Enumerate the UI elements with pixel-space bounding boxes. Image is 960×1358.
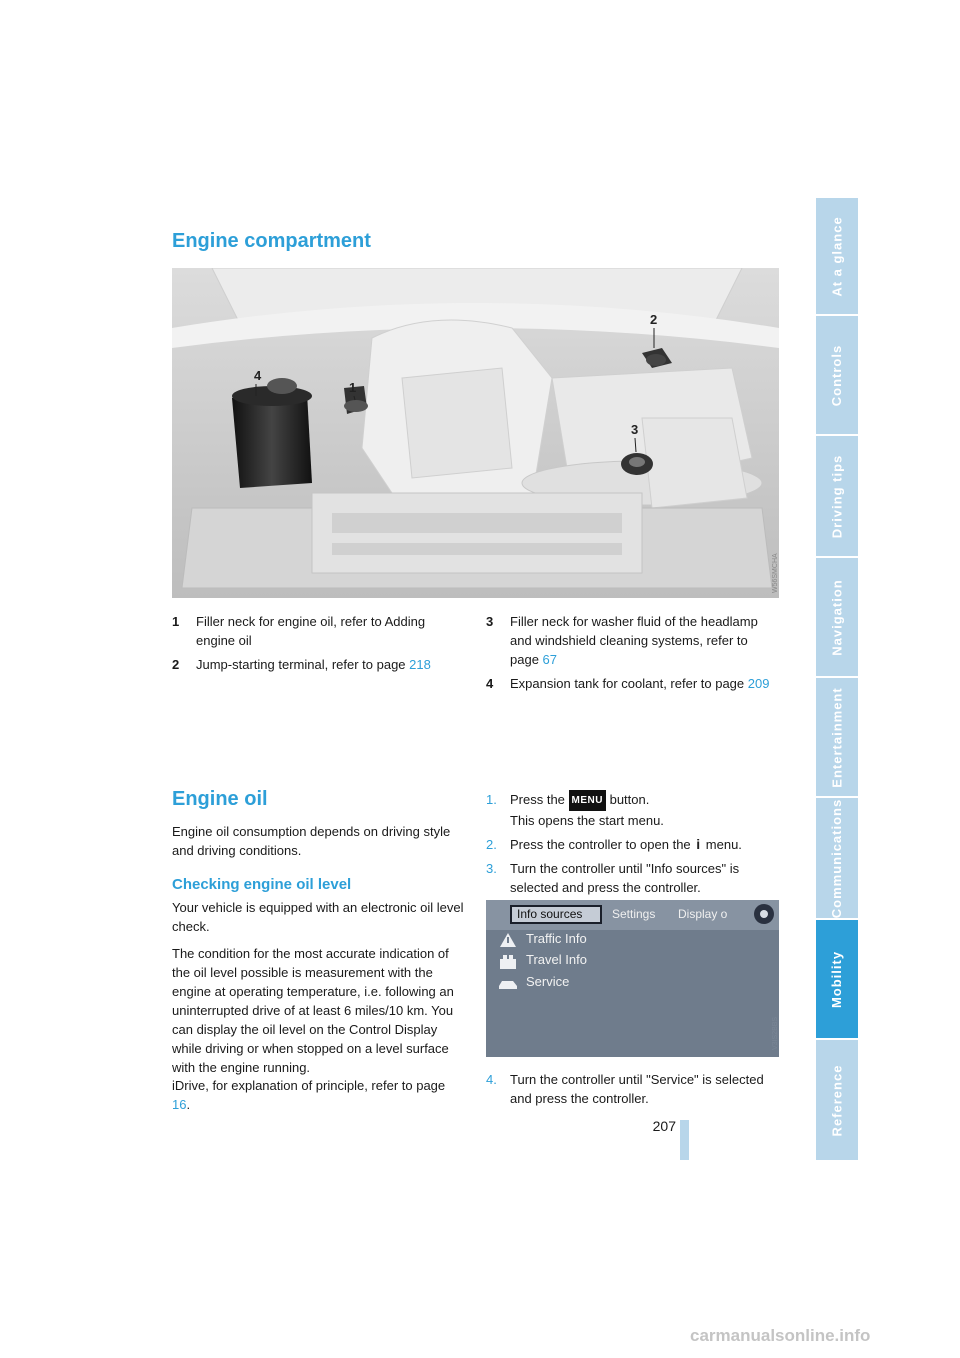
callout-4: 4 [254,368,262,383]
list-item: 1 Filler neck for engine oil, refer to Adding engine oil [172,614,426,648]
step-item: 1. Press the MENU button. This opens the start menu. [486,792,664,828]
list-item: 4 Expansion tank for coolant, refer to page 209 [486,676,770,691]
page-number: 207 [652,1118,676,1134]
control-display-screen [486,900,779,1057]
screen-tab-settings[interactable]: Settings [612,907,656,921]
page-link[interactable]: 218 [409,657,431,672]
oil-paragraph-3: iDrive, for explanation of principle, refer to page 16. [172,1078,446,1112]
steps-bottom [486,1070,778,1113]
image-code: W56SMCHA [772,553,779,593]
sidebar-tab-entertainment[interactable]: Entertainment [816,678,858,796]
callout-2: 2 [650,312,658,327]
page-link[interactable]: 67 [542,652,558,667]
footer-watermark: carmanualsonline.info [690,1326,871,1345]
sidebar-tab-driving-tips[interactable]: Driving tips [816,436,858,556]
sidebar-tab-navigation[interactable]: Navigation [816,558,858,676]
sidebar-tab-mobility[interactable]: Mobility [816,920,858,1038]
step-item: 3. Turn the controller until "Info sources" is selected and press the controller. [486,861,740,895]
step-item: 4. Turn the controller until "Service" is selected and press the controller. [486,1072,764,1106]
travel-info-icon [500,955,516,969]
section-title-engine-compartment: Engine compartment [172,230,371,252]
oil-intro: Engine oil consumption depends on driving style and driving conditions. [172,824,451,858]
oil-paragraph-1: Your vehicle is equipped with an electronic oil level check. [172,900,464,934]
sidebar-tab-communications[interactable]: Communications [816,798,858,918]
engine-compartment-illustration [172,268,779,598]
compartment-list-right [486,612,778,698]
info-icon: i [696,836,701,852]
screen-item-traffic-info[interactable]: Traffic Info [526,931,587,946]
service-car-icon [498,977,518,989]
traffic-warning-icon [500,933,516,947]
callout-3: 3 [631,422,639,437]
section-title-engine-oil: Engine oil [172,788,268,810]
compartment-list-left [172,612,462,679]
screen-tab-info-sources[interactable]: Info sources [510,905,602,924]
sidebar-tab-controls[interactable]: Controls [816,316,858,434]
callout-1: 1 [349,380,357,395]
screen-item-travel-info[interactable]: Travel Info [526,952,587,967]
screen-image-code: V3IS2BBS [772,1016,779,1050]
steps-top [486,790,778,902]
subsection-title-checking-oil: Checking engine oil level [172,876,352,893]
page-marker [680,1120,689,1160]
page-link[interactable]: 209 [747,676,770,691]
screen-tab-display[interactable]: Display o [678,907,728,921]
oil-paragraph-2: The condition for the most accurate indication of the oil level possible is measurement with the engine at operating temperature, i.e. following an uninterrupted drive of at least 6 miles/10 km. You can display the oil level on the Control Display while driving or when stopped on a level surface with the engine running. [172,946,454,1075]
list-item: 2 Jump-starting terminal, refer to page 218 [172,657,431,672]
step-item: 2. Press the controller to open the i menu. [486,836,742,852]
page-link[interactable]: 16 [172,1097,187,1112]
screen-item-service[interactable]: Service [526,974,570,989]
controller-icon [754,904,774,924]
sidebar-tab-at-a-glance[interactable]: At a glance [816,198,858,314]
sidebar-tab-reference[interactable]: Reference [816,1040,858,1160]
menu-key-icon: MENU [569,790,606,811]
list-item: 3 Filler neck for washer fluid of the headlamp and windshield cleaning systems, refer to page 67 [486,614,758,667]
